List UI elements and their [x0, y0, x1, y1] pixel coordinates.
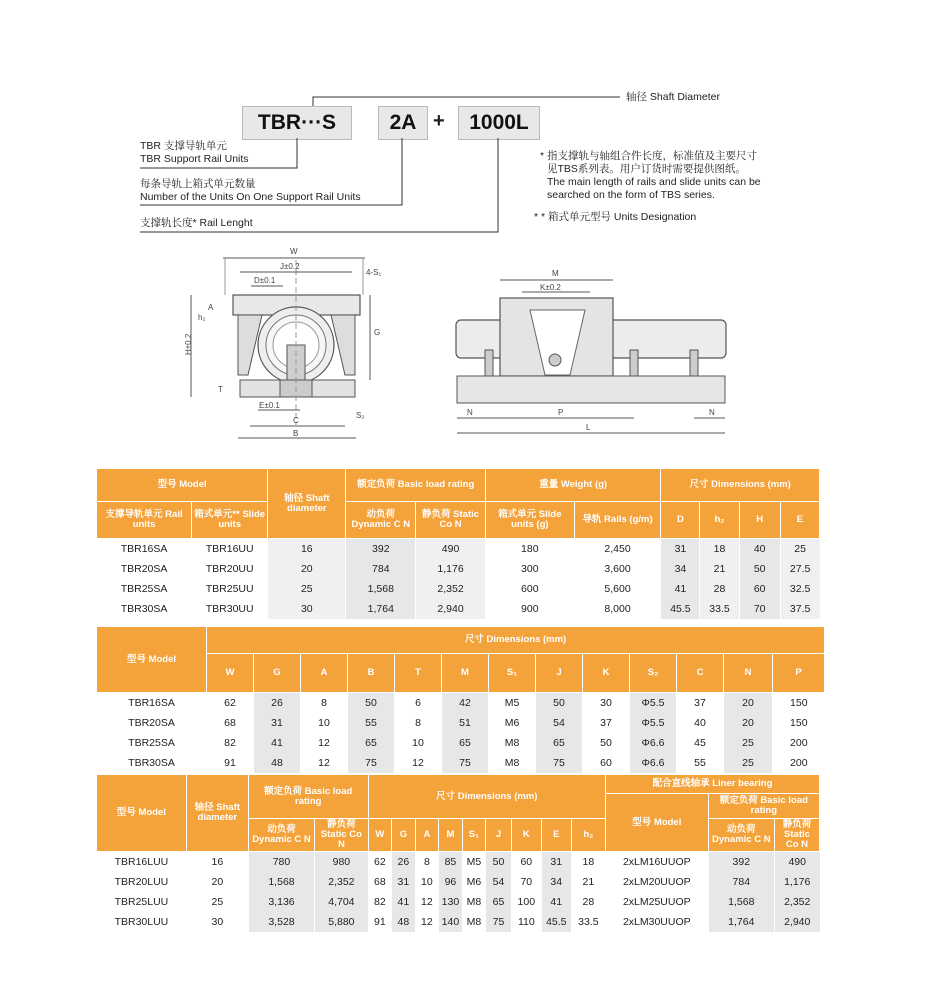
- table-cell: 45: [677, 733, 724, 753]
- table-row: [97, 693, 825, 714]
- table-cell: M8: [462, 892, 486, 912]
- t2-h-col: K: [583, 654, 630, 693]
- t2-h-col: J: [536, 654, 583, 693]
- table-cell: 50: [486, 852, 512, 873]
- t1-h-slide: 箱式单元** Slide units: [192, 502, 268, 539]
- t2-h-col: B: [348, 654, 395, 693]
- t3-h-model: 型号 Model: [97, 775, 187, 852]
- dim-S2: S₂: [356, 411, 365, 420]
- table-cell: 27.5: [780, 559, 819, 579]
- table-cell: M8: [489, 733, 536, 753]
- table-cell: 784: [708, 872, 774, 892]
- t3-h-lsta: 静负荷 Static Co N: [774, 819, 819, 852]
- table-cell: 16: [268, 539, 346, 560]
- t2-h-col: N: [724, 654, 773, 693]
- table-cell: 8,000: [574, 599, 661, 619]
- table-cell: 51: [442, 713, 489, 733]
- table-cell: 12: [301, 733, 348, 753]
- table-cell: 130: [439, 892, 463, 912]
- front-view: [184, 247, 381, 438]
- table-cell: TBR20SA: [97, 713, 207, 733]
- table-cell: 5,880: [315, 912, 368, 932]
- t3-h-dims: 尺寸 Dimensions (mm): [368, 775, 605, 819]
- table-load-weight: [96, 468, 820, 619]
- code-part-units: 2A: [378, 106, 428, 140]
- table-cell: M6: [462, 872, 486, 892]
- table-cell: TBR30SA: [97, 753, 207, 773]
- t2-h-col: M: [442, 654, 489, 693]
- table-row: [97, 599, 820, 619]
- table-cell: 20: [724, 693, 773, 714]
- table-luu: [96, 774, 820, 932]
- t3-h-lmodel: 型号 Model: [605, 794, 708, 852]
- table-row: [97, 559, 820, 579]
- table-cell: 10: [395, 733, 442, 753]
- t1-h-shaft: 轴径 Shaft diameter: [268, 469, 346, 539]
- t3-h-col: M: [439, 819, 463, 852]
- table-row: [97, 892, 820, 912]
- dim-C: C: [293, 416, 299, 425]
- code-part-length: 1000L: [458, 106, 540, 140]
- note-1-cn-1: * 指支撑轨与轴组合件长度，标准值及主要尺寸: [540, 150, 758, 162]
- table-cell: TBR20SA: [97, 559, 192, 579]
- t3-h-col: E: [541, 819, 571, 852]
- table-row: [97, 733, 825, 753]
- dim-W: W: [290, 247, 298, 256]
- t3-h-dyn: 动负荷 Dynamic C N: [248, 819, 314, 852]
- table-cell: 140: [439, 912, 463, 932]
- table-cell: 41: [392, 892, 416, 912]
- dim-B: B: [293, 429, 299, 438]
- dim-M: M: [552, 269, 559, 278]
- table-cell: TBR16SA: [97, 693, 207, 714]
- table-cell: Φ6.6: [630, 733, 677, 753]
- t2-h-col: P: [773, 654, 825, 693]
- technical-drawing: [0, 240, 927, 465]
- table-cell: 4,704: [315, 892, 368, 912]
- dim-A: A: [208, 303, 214, 312]
- dim-N-right: N: [709, 408, 715, 417]
- t1-h-wslide: 箱式单元 Slide units (g): [485, 502, 574, 539]
- table-cell: 30: [583, 693, 630, 714]
- table-cell: 40: [677, 713, 724, 733]
- table-cell: 2,450: [574, 539, 661, 560]
- table-cell: 91: [207, 753, 254, 773]
- table-cell: 3,136: [248, 892, 314, 912]
- table-cell: 20: [186, 872, 248, 892]
- table-cell: Φ5.5: [630, 693, 677, 714]
- table-row: [97, 539, 820, 560]
- table-cell: 85: [439, 852, 463, 873]
- t3-h-liner: 配合直线轴承 Liner bearing: [605, 775, 819, 794]
- dim-P: P: [558, 408, 564, 417]
- dim-J: J±0.2: [280, 262, 300, 271]
- table-cell: 82: [368, 892, 392, 912]
- table-cell: 8: [395, 713, 442, 733]
- t2-h-col: C: [677, 654, 724, 693]
- table-cell: 2,352: [416, 579, 486, 599]
- table-cell: 50: [536, 693, 583, 714]
- table-cell: 62: [207, 693, 254, 714]
- table-cell: 3,600: [574, 559, 661, 579]
- table-cell: 1,764: [346, 599, 416, 619]
- table-cell: 100: [511, 892, 541, 912]
- table-cell: 150: [773, 693, 825, 714]
- table-cell: 41: [661, 579, 700, 599]
- table-cell: 20: [268, 559, 346, 579]
- table-cell: 50: [739, 559, 780, 579]
- table-cell: 392: [346, 539, 416, 560]
- dim-T: T: [218, 385, 223, 394]
- table-cell: 42: [442, 693, 489, 714]
- table-cell: 25: [268, 579, 346, 599]
- table-cell: 150: [773, 713, 825, 733]
- table-cell: TBR30SA: [97, 599, 192, 619]
- t1-h-dyn: 动负荷 Dynamic C N: [346, 502, 416, 539]
- table-cell: 82: [207, 733, 254, 753]
- table-cell: 33.5: [700, 599, 739, 619]
- table-cell: 6: [395, 693, 442, 714]
- label-units-cn: 每条导轨上箱式单元数量: [140, 178, 256, 190]
- table-cell: 200: [773, 733, 825, 753]
- t3-h-load: 额定负荷 Basic load rating: [248, 775, 368, 819]
- table-cell: 60: [739, 579, 780, 599]
- table-cell: TBR30UU: [192, 599, 268, 619]
- t1-h-col: D: [661, 502, 700, 539]
- table-dimensions: [96, 626, 825, 773]
- dim-h2: h₂: [198, 313, 206, 322]
- table-row: [97, 852, 820, 873]
- table-cell: 2,352: [315, 872, 368, 892]
- table-cell: 1,176: [416, 559, 486, 579]
- table-cell: 25: [186, 892, 248, 912]
- table-cell: 31: [254, 713, 301, 733]
- table-cell: 40: [739, 539, 780, 560]
- label-rail-length: 支撑轨长度* Rail Lenght: [140, 217, 253, 229]
- table-cell: 3,528: [248, 912, 314, 932]
- t3-h-col: A: [415, 819, 439, 852]
- table-cell: 75: [348, 753, 395, 773]
- table-cell: 31: [541, 852, 571, 873]
- label-units-en: Number of the Units On One Support Rail Units: [140, 191, 361, 203]
- table-cell: 2xLM30UUOP: [605, 912, 708, 932]
- table-cell: TBR25SA: [97, 579, 192, 599]
- table-cell: 55: [677, 753, 724, 773]
- t1-h-load: 额定负荷 Basic load rating: [346, 469, 486, 502]
- table-cell: 60: [511, 852, 541, 873]
- table-cell: 600: [485, 579, 574, 599]
- table-cell: 8: [415, 852, 439, 873]
- table-cell: 1,176: [774, 872, 819, 892]
- table-cell: 28: [571, 892, 605, 912]
- table-cell: 50: [583, 733, 630, 753]
- table-cell: 54: [536, 713, 583, 733]
- table-row: [97, 713, 825, 733]
- label-tbr-cn: TBR 支撑导轨单元: [140, 140, 227, 152]
- table-cell: M5: [489, 693, 536, 714]
- t1-h-wrail: 导轨 Rails (g/m): [574, 502, 661, 539]
- table-cell: 10: [301, 713, 348, 733]
- table-cell: 21: [700, 559, 739, 579]
- table-cell: 37.5: [780, 599, 819, 619]
- table-cell: TBR20LUU: [97, 872, 187, 892]
- table-cell: TBR30LUU: [97, 912, 187, 932]
- table-cell: 65: [442, 733, 489, 753]
- t3-h-lload: 额定负荷 Basic load rating: [708, 794, 819, 819]
- table-cell: 18: [700, 539, 739, 560]
- table-cell: 12: [415, 912, 439, 932]
- table-cell: 65: [486, 892, 512, 912]
- table-cell: 91: [368, 912, 392, 932]
- table-cell: 31: [661, 539, 700, 560]
- designation-leader-lines: [0, 0, 927, 240]
- table-cell: 55: [348, 713, 395, 733]
- table-cell: 26: [254, 693, 301, 714]
- table-cell: 200: [773, 753, 825, 773]
- t3-h-col: J: [486, 819, 512, 852]
- table-cell: 28: [700, 579, 739, 599]
- t2-h-dims: 尺寸 Dimensions (mm): [207, 627, 825, 654]
- t1-h-col: H: [739, 502, 780, 539]
- table-cell: 8: [301, 693, 348, 714]
- table-cell: TBR16SA: [97, 539, 192, 560]
- table-cell: 2xLM16UUOP: [605, 852, 708, 873]
- side-view: [456, 269, 726, 433]
- table-cell: 65: [536, 733, 583, 753]
- table-cell: 30: [186, 912, 248, 932]
- table-cell: TBR25UU: [192, 579, 268, 599]
- t1-h-col: h₂: [700, 502, 739, 539]
- t2-h-col: G: [254, 654, 301, 693]
- dim-K: K±0.2: [540, 283, 561, 292]
- table-cell: 25: [780, 539, 819, 560]
- table-cell: 70: [511, 872, 541, 892]
- t3-h-ldyn: 动负荷 Dynamic C N: [708, 819, 774, 852]
- table-cell: 25: [724, 753, 773, 773]
- table-cell: 54: [486, 872, 512, 892]
- code-plus: +: [433, 110, 445, 132]
- table-cell: M8: [462, 912, 486, 932]
- table-cell: TBR16LUU: [97, 852, 187, 873]
- t3-h-sta: 静负荷 Static Co N: [315, 819, 368, 852]
- table-cell: 1,568: [248, 872, 314, 892]
- table-cell: 12: [395, 753, 442, 773]
- table-cell: 900: [485, 599, 574, 619]
- t2-h-col: S₂: [630, 654, 677, 693]
- table-cell: TBR20UU: [192, 559, 268, 579]
- table-cell: 784: [346, 559, 416, 579]
- dim-D: D±0.1: [254, 276, 276, 285]
- table-cell: 12: [301, 753, 348, 773]
- note-1-en-1: The main length of rails and slide units can be: [547, 176, 761, 188]
- table-cell: Φ5.5: [630, 713, 677, 733]
- dim-S1: 4-S₁: [366, 268, 382, 277]
- t2-h-col: S₁: [489, 654, 536, 693]
- table-cell: 1,568: [708, 892, 774, 912]
- table-cell: 2xLM25UUOP: [605, 892, 708, 912]
- t2-h-col: W: [207, 654, 254, 693]
- table-cell: 2xLM20UUOP: [605, 872, 708, 892]
- t1-h-rail: 支撑导轨单元 Rail units: [97, 502, 192, 539]
- table-cell: M8: [489, 753, 536, 773]
- table-cell: TBR25LUU: [97, 892, 187, 912]
- t2-h-model: 型号 Model: [97, 627, 207, 693]
- table-cell: 75: [536, 753, 583, 773]
- note-1-en-2: searched on the form of TBS series.: [547, 189, 715, 201]
- table-cell: 33.5: [571, 912, 605, 932]
- table-cell: 37: [583, 713, 630, 733]
- table-cell: 18: [571, 852, 605, 873]
- table-row: [97, 872, 820, 892]
- table-cell: 68: [207, 713, 254, 733]
- table-cell: Φ6.6: [630, 753, 677, 773]
- t3-h-col: W: [368, 819, 392, 852]
- dim-L: L: [586, 423, 591, 432]
- table-cell: 31: [392, 872, 416, 892]
- table-cell: 45.5: [541, 912, 571, 932]
- label-tbr-en: TBR Support Rail Units: [140, 153, 249, 165]
- table-cell: 110: [511, 912, 541, 932]
- table-row: [97, 912, 820, 932]
- t2-h-col: A: [301, 654, 348, 693]
- t3-h-col: h₂: [571, 819, 605, 852]
- table-cell: 70: [739, 599, 780, 619]
- table-cell: 45.5: [661, 599, 700, 619]
- t3-h-col: K: [511, 819, 541, 852]
- t1-h-weight: 重量 Weight (g): [485, 469, 660, 502]
- table-cell: 2,352: [774, 892, 819, 912]
- table-cell: 25: [724, 733, 773, 753]
- table-cell: 16: [186, 852, 248, 873]
- note-2: * * 箱式单元型号 Units Designation: [534, 211, 697, 223]
- table-cell: TBR25SA: [97, 733, 207, 753]
- t1-h-col: E: [780, 502, 819, 539]
- dim-N-left: N: [467, 408, 473, 417]
- table-cell: 50: [348, 693, 395, 714]
- label-shaft-diameter: 轴径 Shaft Diameter: [626, 91, 720, 103]
- table-cell: 490: [774, 852, 819, 873]
- table-cell: 34: [541, 872, 571, 892]
- code-part-series: TBR···S: [242, 106, 352, 140]
- table-cell: 48: [392, 912, 416, 932]
- table-cell: 26: [392, 852, 416, 873]
- table-cell: 180: [485, 539, 574, 560]
- table-cell: 2,940: [416, 599, 486, 619]
- table-cell: M6: [489, 713, 536, 733]
- table-cell: 41: [541, 892, 571, 912]
- table-cell: M5: [462, 852, 486, 873]
- table-cell: 1,568: [346, 579, 416, 599]
- table-cell: 490: [416, 539, 486, 560]
- table-cell: 65: [348, 733, 395, 753]
- table-cell: 300: [485, 559, 574, 579]
- t2-h-col: T: [395, 654, 442, 693]
- table-cell: 21: [571, 872, 605, 892]
- t1-h-dims: 尺寸 Dimensions (mm): [661, 469, 820, 502]
- table-cell: 12: [415, 892, 439, 912]
- table-cell: 20: [724, 713, 773, 733]
- dim-G: G: [374, 328, 381, 337]
- table-cell: 392: [708, 852, 774, 873]
- table-cell: 10: [415, 872, 439, 892]
- table-row: [97, 579, 820, 599]
- table-cell: 5,600: [574, 579, 661, 599]
- table-cell: 37: [677, 693, 724, 714]
- table-cell: 2,940: [774, 912, 819, 932]
- table-cell: 780: [248, 852, 314, 873]
- t3-h-shaft: 轴径 Shaft diameter: [186, 775, 248, 852]
- table-cell: 32.5: [780, 579, 819, 599]
- table-cell: 1,764: [708, 912, 774, 932]
- table-cell: 48: [254, 753, 301, 773]
- table-cell: 96: [439, 872, 463, 892]
- table-cell: 34: [661, 559, 700, 579]
- table-cell: 75: [486, 912, 512, 932]
- t3-h-col: G: [392, 819, 416, 852]
- table-cell: 68: [368, 872, 392, 892]
- table-cell: 41: [254, 733, 301, 753]
- t1-h-sta: 静负荷 Static Co N: [416, 502, 486, 539]
- table-row: [97, 753, 825, 773]
- note-1-cn-2: 见TBS系列表。用户订货时需要提供图纸。: [547, 163, 746, 175]
- t1-h-model: 型号 Model: [97, 469, 268, 502]
- t3-h-col: S₁: [462, 819, 486, 852]
- table-cell: 75: [442, 753, 489, 773]
- table-cell: 30: [268, 599, 346, 619]
- table-cell: 62: [368, 852, 392, 873]
- table-cell: TBR16UU: [192, 539, 268, 560]
- table-cell: 60: [583, 753, 630, 773]
- dim-H: H±0.2: [184, 333, 193, 355]
- dim-E: E±0.1: [259, 401, 280, 410]
- table-cell: 980: [315, 852, 368, 873]
